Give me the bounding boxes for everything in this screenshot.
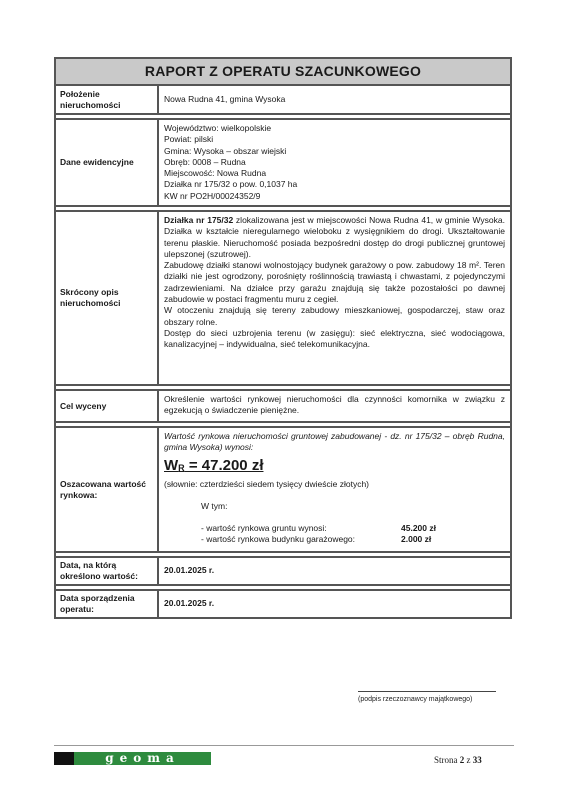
component-row	[201, 523, 505, 534]
registry-label: Dane ewidencyjne	[56, 120, 159, 205]
description-paragraph: Dostęp do sieci uzbrojenia terenu (w zasięgu): sieć elektryczna, sieć wodociągowa, kanalizacyjnej – indywidualna, sieć telekomunikacyjna.	[164, 327, 505, 350]
location-label: Położenie nieruchomości	[56, 86, 159, 113]
footer-divider	[54, 745, 514, 746]
location-value: Nowa Rudna 41, gmina Wysoka	[164, 93, 286, 104]
registry-line: Obręb: 0008 – Rudna	[164, 156, 246, 167]
purpose-value: Określenie wartości rynkowej nieruchomości dla czynności komornika w związku z egzekucją o świadczenie pieniężne.	[164, 394, 505, 416]
logo-text: geoma	[74, 752, 211, 765]
value-in-words: (słownie: czterdzieści siedem tysięcy dwieście złotych)	[164, 478, 370, 489]
registry-line: Działka nr 175/32 o pow. 0,1037 ha	[164, 179, 298, 190]
registry-value	[159, 120, 510, 205]
row-valuation	[56, 428, 510, 553]
row-registry	[56, 120, 510, 207]
component-value: 45.200 zł	[401, 523, 436, 534]
date-report-value: 20.01.2025 r.	[164, 598, 215, 609]
signature-caption: (podpis rzeczoznawcy majątkowego)	[358, 696, 473, 703]
in-that-label: W tym:	[201, 500, 228, 511]
parcel-number: Działka nr 175/32	[164, 215, 234, 225]
component-value: 2.000 zł	[401, 534, 432, 545]
report-table	[54, 57, 512, 619]
component-row	[201, 534, 505, 545]
purpose-label: Cel wyceny	[56, 391, 159, 421]
registry-line: Województwo: wielkopolskie	[164, 123, 272, 133]
description-value	[159, 212, 510, 384]
row-date-report	[56, 591, 510, 617]
report-title: RAPORT Z OPERATU SZACUNKOWEGO	[56, 59, 510, 86]
registry-line: Miejscowość: Nowa Rudna	[164, 168, 267, 179]
registry-line: Gmina: Wysoka – obszar wiejski	[164, 145, 287, 156]
row-description	[56, 212, 510, 386]
valuation-value	[159, 428, 510, 551]
row-purpose	[56, 391, 510, 423]
row-location	[56, 86, 510, 115]
date-valuation-value: 20.01.2025 r.	[164, 565, 215, 576]
row-date-valuation	[56, 558, 510, 586]
component-label: - wartość rynkowa budynku garażowego:	[201, 534, 356, 545]
registry-line: KW nr PO2H/00024352/9	[164, 190, 261, 201]
valuation-intro: Wartość rynkowa nieruchomości gruntowej zabudowanej - dz. nr 175/32 – obręb Rudna, gmina Wysoka) wynosi:	[164, 431, 505, 453]
registry-line: Powiat: pilski	[164, 134, 214, 145]
description-label: Skrócony opis nieruchomości	[56, 212, 159, 384]
date-report-label: Data sporządzenia operatu:	[56, 591, 159, 617]
description-paragraph: Zabudowę działki stanowi wolnostojący budynek garażowy o pow. zabudowy 18 m². Teren działki nie jest ogrodzony, porośnięty roślinnością trawiastą i chwastami, z pojedynczymi zadrzewieniami. Na działce przy garażu znajdują się także pozostałości po dawnej zabudowie w postaci fragmentu muru z cegieł.	[164, 260, 505, 305]
signature-line	[358, 691, 496, 692]
valuation-label: Oszacowana wartość rynkowa:	[56, 428, 159, 551]
component-label: - wartość rynkowa gruntu wynosi:	[201, 523, 327, 534]
logo-block	[54, 752, 74, 765]
description-paragraph: Działka nr 175/32 zlokalizowana jest w miejscowości Nowa Rudna 41, w gminie Wysoka. Działka w kształcie nieregularnego wieloboku z wysięgnikiem do drogi. Ukształtowanie terenu płaskie. Nieruchomość posiada bezpośredni dostęp do drogi publicznej gruntowej ulepszonej (szutrowej).	[164, 215, 505, 259]
market-value-total: $W_R = 47.200$ zł	[164, 456, 264, 474]
description-paragraph: W otoczeniu znajdują się tereny zabudowy mieszkaniowej, gospodarczej, staw oraz obszary rolne.	[164, 305, 505, 327]
geoma-logo	[54, 752, 211, 765]
date-valuation-label: Data, na którą określono wartość:	[56, 558, 159, 584]
page-number: Strona 2 z 33	[434, 755, 482, 765]
